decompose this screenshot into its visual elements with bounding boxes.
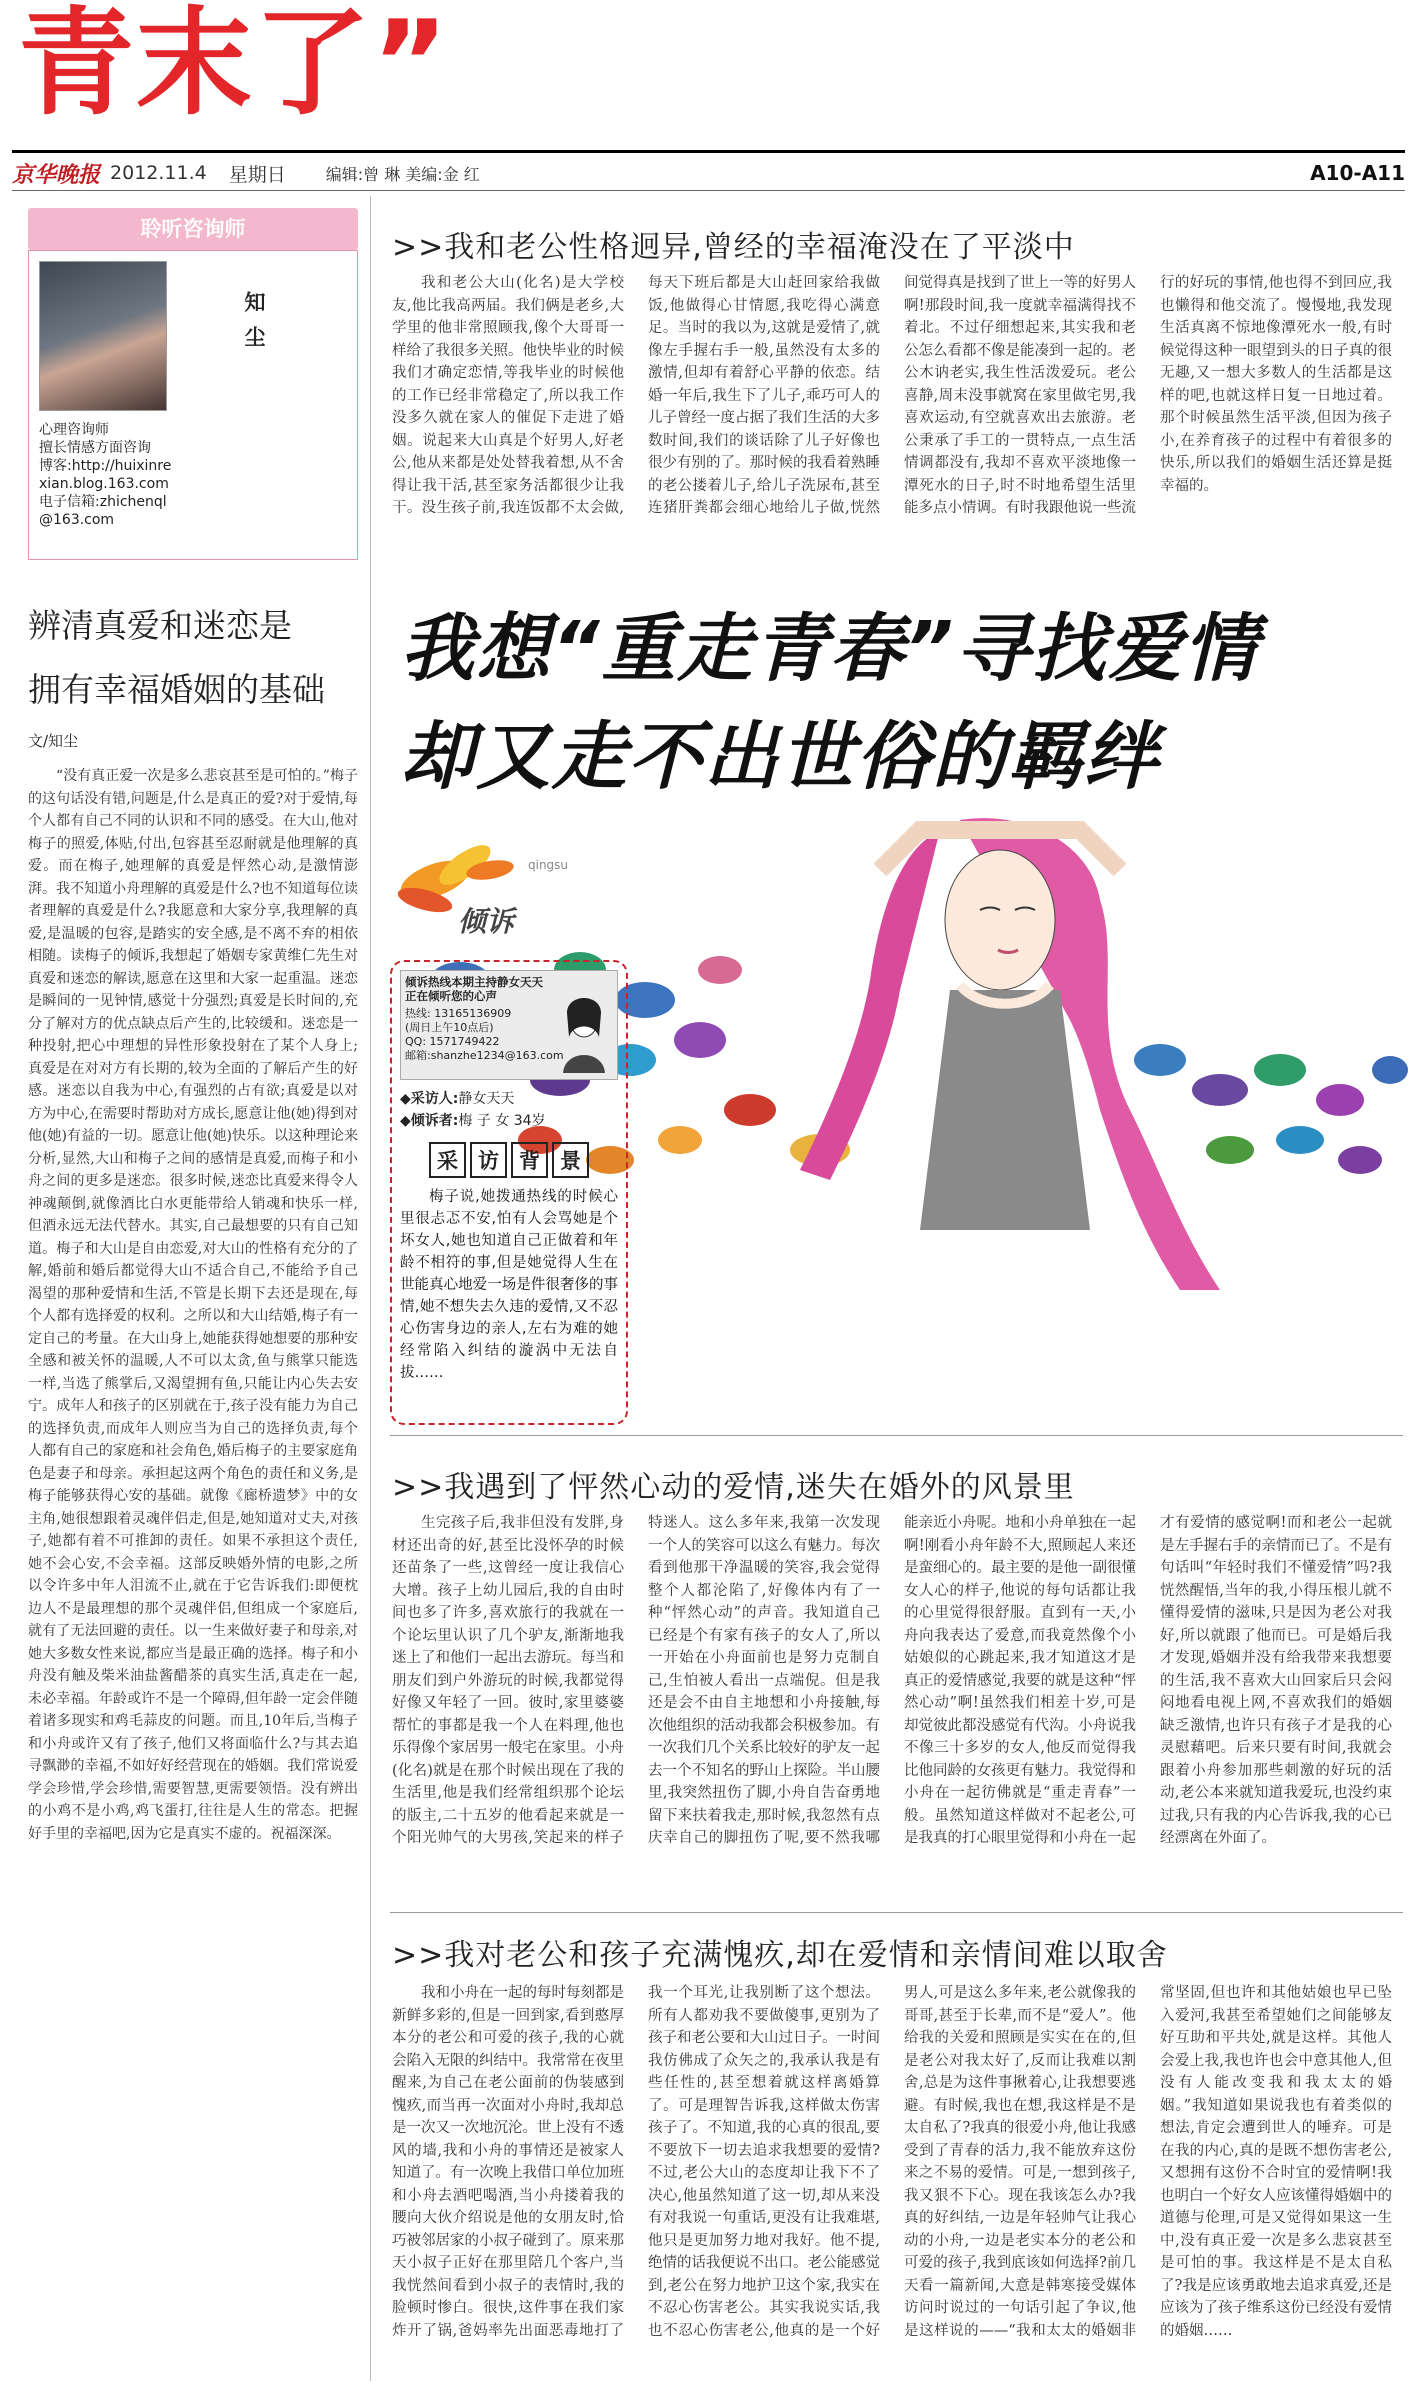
headline-line: 我想“重走青春”寻找爱情 <box>400 606 1260 692</box>
main-headline <box>400 595 1259 811</box>
header-rule <box>12 150 1405 153</box>
bio-line: xian.blog.163.com <box>39 476 169 492</box>
consultant-bio <box>39 421 347 529</box>
qq-label: QQ: <box>405 1035 427 1048</box>
header-info-bar <box>12 160 1405 186</box>
interview-background-text: 梅子说,她拨通热线的时候心里很忐忑不安,怕有人会骂她是个坏女人,她也知道自己正做着和年龄不相符的事,但是她觉得人生在世能真心地爱一场是件很奢侈的事情,她不想失去久违的爱情,又不忍心伤害身边的亲人,左右为难的她经常陷入纠结的漩涡中无法自拔…… <box>400 1189 618 1381</box>
tag-char: 背 <box>511 1142 548 1178</box>
headline-line: 却又走不出世俗的羁绊 <box>400 714 1160 800</box>
section-divider <box>390 1435 1403 1436</box>
interviewer-label: ◆采访人: <box>400 1091 459 1107</box>
issue-date: 2012.11.4 <box>110 162 207 184</box>
hotline-phone-note: (周日上午10点后) <box>405 1021 494 1034</box>
page-title: 青末了” <box>18 0 451 131</box>
phone-label: 热线: <box>405 1007 431 1020</box>
hotline-card <box>400 970 618 1080</box>
consultant-banner: 聆听咨询师 <box>28 208 358 250</box>
section-heading-3: >>我对老公和孩子充满愧疚,却在爱情和亲情间难以取舍 <box>392 1938 1168 1973</box>
section-body-1 <box>392 272 1392 582</box>
sidebar-title-line: 辨清真爱和迷恋是 <box>28 606 292 645</box>
sidebar-byline: 文/知尘 <box>28 732 79 750</box>
sidebar-title-line: 拥有幸福婚姻的基础 <box>28 670 325 709</box>
interviewer-line <box>400 1088 618 1110</box>
bio-line: 博客:http://huixinre <box>39 458 172 474</box>
bio-line: @163.com <box>39 512 115 528</box>
hotline-card-subtitle: 正在倾听您的心声 <box>405 989 497 1003</box>
tag-char: 采 <box>429 1142 466 1178</box>
qingsu-pinyin: qingsu <box>528 858 569 872</box>
interviewer-name: 静女天天 <box>458 1091 515 1107</box>
consultant-photo <box>39 261 167 411</box>
page-number: A10-A11 <box>1310 161 1405 185</box>
sidebar-column <box>28 208 358 2365</box>
hotline-card-title: 倾诉热线本期主持静女天天 <box>405 975 543 989</box>
bio-line: 心理咨询师 <box>39 422 109 438</box>
narrator-line <box>400 1110 618 1132</box>
phone-number: 13165136909 <box>434 1007 512 1020</box>
butterflies-right <box>1134 1044 1408 1174</box>
consultant-name: 知尘 <box>242 291 266 361</box>
editor-credit: 编辑:曾 琳 美编:金 红 <box>325 164 480 184</box>
qingsu-label: 倾诉 <box>458 905 515 938</box>
bio-line: 擅长情感方面咨询 <box>39 440 151 456</box>
bio-line: 电子信箱:zhichenql <box>39 494 167 510</box>
section-divider <box>390 1912 1403 1913</box>
column-divider <box>370 196 371 2381</box>
interview-background-tag <box>400 1142 618 1178</box>
section-body-3 <box>392 1982 1392 2377</box>
narrator-info: 梅 子 女 34岁 <box>458 1113 546 1129</box>
tag-char: 景 <box>552 1142 589 1178</box>
qq-number: 1571749422 <box>429 1035 500 1048</box>
hotline-box <box>390 960 628 1425</box>
interview-meta <box>400 1088 618 1132</box>
paper-logo: 京华晚报 <box>12 161 101 188</box>
section-body-2 <box>392 1512 1392 1902</box>
sidebar-article-body: “没有真正爱一次是多么悲哀甚至是可怕的。”梅子的这句话没有错,问题是,什么是真正的爱?对于爱情,每个人都有自己不同的认识和不同的感受。在大山,他对梅子的照爱,体贴,付出,包容甚至忍耐就是他理解的真爱。而在梅子,她理解的真爱是怦然心动,是激情澎湃。我不知道小舟理解的真爱是什么?也不知道每位读者理解的真爱是什么?我愿意和大家分享,我理解的真爱,是温暖的包容,是踏实的安全感,是不离不弃的相依相随。读梅子的倾诉,我想起了婚姻专家黄维仁先生对真爱和迷恋的解读,愿意在这里和大家一起重温。迷恋是瞬间的一见钟情,感觉十分强烈;真爱是长时间的,充分了解对方的优点缺点后产生的,比较缓和。迷恋是一种投射,把心中理想的异性形象投射在了某个人身上;真爱是在对对方有长期的,较为全面的了解后产生的好感。迷恋以自我为中心,有强烈的占有欲;真爱是以对方为中心,在需要时帮助对方成长,愿意让他(她)得到对他(她)有益的一切。愿意让他(她)快乐。以这种理论来分析,显然,大山和梅子之间的感情是真爱,而梅子和小舟之间的更多是迷恋。很多时候,迷恋比真爱来得令人神魂颠倒,就像酒比白水更能带给人销魂和快乐一样,但酒永远无法代替水。其实,自己最想要的只有自己知道。梅子和大山是自由恋爱,对大山的性格有充分的了解,婚前和婚后都觉得大山不适合自己,不能给予自己渴望的那种爱情和生活,不管是长期下去还是现在,每个人都有选择爱的权利。之所以和大山结婚,梅子有一定自己的考量。在大山身上,她能获得她想要的那种安全感和被关怀的温暖,人不可以太贪,鱼与熊掌只能选一样,当选了熊掌后,又渴望拥有鱼,只能让内心失去安宁。成年人和孩子的区别就在于,孩子没有能力为自己的选择负责,而成年人则应当为自己的选择负责,每个人都有自己的家庭和社会角色,婚后梅子的主要家庭角色是妻子和母亲。承担起这两个角色的责任和义务,是梅子能够获得心安的基础。就像《廊桥遗梦》中的女主角,她很想跟着灵魂伴侣走,但是,她知道对丈夫,对孩子,她都有着不可推卸的责任。如果不承担这个责任,她不会心安,不会幸福。这部反映婚外情的电影,之所以令许多中年人泪流不止,就在于它告诉我们:即便枕边人不是最理想的那个灵魂伴侣,但组成一个家庭后,就有了无法回避的责任。以一生来做好妻子和母亲,对她大多数女性来说,都应当是最正确的选择。梅子和小舟没有触及柴米油盐酱醋茶的真实生活,真走在一起,未必幸福。年龄或许不是一个障碍,但年龄一定会伴随着诸多现实和鸡毛蒜皮的问题。而且,10年后,当梅子和小舟或许又有了孩子,他们又将面临什么?与其去追寻飘渺的幸福,不如好好经营现在的婚姻。我们常说爱学会珍惜,学会珍惜,需要智慧,更需要领悟。没有辨出的小鸡不是小鸡,鸡飞蛋打,往往是人生的常态。把握好手里的幸福吧,因为它是真实不虚的。祝福深深。 <box>28 768 358 1842</box>
paragraph: 我和老公大山(化名)是大学校友,他比我高两届。我们俩是老乡,大学里的他非常照顾我,像个大哥哥一样给了我很多关照。他快毕业的时候我们才确定恋情,等我毕业的时候他的工作已经非常稳定了,所以我工作没多久就在家人的催促下走进了婚姻。说起来大山真是个好男人,好老公,他从来都是处处替我着想,从不舍得让我干活,甚至家务活都很少让我干。没生孩子前,我连饭都不太会做,每天下班后都是大山赶回家给我做饭,他做得心甘情愿,我吃得心满意足。当时的我以为,这就是爱情了,就像左手握右手一般,虽然没有太多的激情,但却有着舒心平静的依恋。结婚一年后,我生下了儿子,乖巧可人的儿子曾经一度占据了我们生活的大多数时间,我们的谈话除了儿子好像也很少有别的了。那时候的我看着熟睡的老公搂着儿子,给儿子洗尿布,甚至连猪肝粪都会细心地给儿子做,恍然间觉得真是找到了世上一等的好男人啊!那段时间,我一度就幸福满得找不着北。不过仔细想起来,其实我和老公怎么看都不像是能凑到一起的。老公木讷老实,我生性活泼爱玩。老公喜静,周末没事就窝在家里做宅男,我喜欢运动,有空就喜欢出去旅游。老公秉承了手工的一贯特点,一点生活情调都没有,我却不喜欢平淡地像一潭死水的日子,时不时地希望生活里能多点小情调。有时我跟他说一些流行的好玩的事情,他也得不到回应,我也懒得和他交流了。慢慢地,我发现生活真离不惊地像潭死水一般,有时候觉得这种一眼望到头的日子真的很无趣,又一想大多数人的生活都是这样的吧,也就这样日复一日地过着。那个时候虽然生活平淡,但因为孩子小,在养育孩子的过程中有着很多的快乐,所以我们的婚姻生活还算是挺幸福的。 <box>392 275 1392 516</box>
narrator-label: ◆倾诉者: <box>400 1113 459 1129</box>
host-portrait-icon <box>555 993 613 1073</box>
header-rule-thin <box>12 190 1405 191</box>
sidebar-article-title <box>28 594 358 722</box>
paragraph: 生完孩子后,我非但没有发胖,身材还出奇的好,甚至比没怀孕的时候还苗条了一些,这曾经一度让我信心大增。孩子上幼儿园后,我的自由时间也多了许多,喜欢旅行的我就在一个论坛里认识了几个驴友,渐渐地我迷上了和他们一起出去游玩。每当和朋友们到户外游玩的时候,我都觉得好像又年轻了一回。彼时,家里婆婆帮忙的事都是我一个人在料理,他也乐得像个家居男一般宅在家里。小舟(化名)就是在那个时候出现在了我的生活里,他是我们经常组织那个论坛的版主,二十五岁的他看起来就是一个阳光帅气的大男孩,笑起来的样子特迷人。这么多年来,我第一次发现一个人的笑容可以这么有魅力。每次看到他那干净温暖的笑容,我会觉得整个人都沦陷了,好像体内有了一种“怦然心动”的声音。我知道自己已经是个有家有孩子的女人了,所以一开始在小舟面前也是努力克制自己,生怕被人看出一点端倪。但是我还是会不由自主地想和小舟接触,每次他组织的活动我都会积极参加。有一次我们几个关系比较好的驴友一起去一个不知名的野山上探险。半山腰里,我突然扭伤了脚,小舟自告奋勇地留下来扶着我走,那时候,我忽然有点庆幸自己的脚扭伤了呢,要不然我哪能亲近小舟呢。地和小舟单独在一起啊!刚看小舟年龄不大,照顾起人来还是蛮细心的。最主要的是他一副很懂女人心的样子,他说的每句话都让我的心里觉得很舒服。直到有一天,小舟向我表达了爱意,而我竟然像个小姑娘似的心跳起来,我才知道这才是真正的爱情感觉,我要的就是这种“怦然心动”啊!虽然我们相差十岁,可是却觉彼此都没感觉有代沟。小舟说我不像三十多岁的女人,他反而觉得我比他同龄的女孩更有魅力。我觉得和小舟在一起彷佛就是“重走青春”一般。虽然知道这样做对不起老公,可是我真的打心眼里觉得和小舟在一起才有爱情的感觉啊!而和老公一起就是左手握右手的亲情而已了。不是有句话叫“年轻时我们不懂爱情”吗?我恍然醒悟,当年的我,小得压根儿就不懂得爱情的滋味,只是因为老公对我好,所以就跟了他而已。可是婚后我才发现,婚姻并没有给我带来我想要的生活,我不喜欢大山回家后只会闷闷地看电视上网,不喜欢我们的婚姻缺乏激情,也许只有孩子才是我的心灵慰藉吧。后来只要有时间,我就会跟着小舟参加那些刺激的好玩的活动,老公本来就知道我爱玩,也没约束过我,只有我的内心告诉我,我的心已经漂离在外面了。 <box>392 1515 1392 1846</box>
tag-char: 访 <box>470 1142 507 1178</box>
section-heading-1: >>我和老公性格迥异,曾经的幸福淹没在了平淡中 <box>392 230 1075 265</box>
section-heading-2: >>我遇到了怦然心动的爱情,迷失在婚外的风景里 <box>392 1470 1075 1505</box>
paragraph: 我和小舟在一起的每时每刻都是新鲜多彩的,但是一回到家,看到憨厚本分的老公和可爱的孩子,我的心就会陷入无限的纠结中。我常常在夜里醒来,为自己在老公面前的伪装感到愧疚,而当再一次面对小舟时,我却总是一次又一次地沉沦。世上没有不透风的墙,我和小舟的事情还是被家人知道了。有一次晚上我借口单位加班和小舟去酒吧喝酒,当小舟搂着我的腰向大伙介绍说是他的女朋友时,恰巧被邻居家的小叔子碰到了。原来那天小叔子正好在那里陪几个客户,当我恍然间看到小叔子的表情时,我的脸顿时惨白。很快,这件事在我们家炸开了锅,爸妈率先出面恶毒地打了我一个耳光,让我别断了这个想法。所有人都劝我不要做傻事,更别为了孩子和老公要和大山过日子。一时间我仿佛成了众矢之的,我承认我是有些任性的,甚至想着就这样离婚算了。可是理智告诉我,这样做太伤害孩子了。不知道,我的心真的很乱,要不要放下一切去追求我想要的爱情?不过,老公大山的态度却让我下不了决心,他虽然知道了这一切,却从来没有对我说一句重话,更没有让我难堪,他只是更加努力地对我好。他不提,绝情的话我便说不出口。老公能感觉到,老公在努力地护卫这个家,我实在不忍心伤害老公。其实我说实话,我也不忍心伤害老公,他真的是一个好男人,可是这么多年来,老公就像我的哥哥,甚至于长辈,而不是“爱人”。他给我的关爱和照顾是实实在在的,但是老公对我太好了,反而让我难以割舍,总是为这件事揪着心,让我想要逃避。有时候,我也在想,我这样是不是太自私了?我真的很爱小舟,他让我感受到了青春的活力,我不能放弃这份来之不易的爱情。可是,一想到孩子,我又狠不下心。现在我该怎么办?我真的好纠结,一边是年轻帅气让我心动的小舟,一边是老实本分的老公和可爱的孩子,我到底该如何选择?前几天看一篇新闻,大意是韩寒接受媒体访问时说过的一句话引起了争议,他是这样说的——“我和太太的婚姻非常坚固,但也许和其他姑娘也早已坠入爱河,我甚至希望她们之间能够友好互助和平共处,就是这样。其他人会爱上我,我也许也会中意其他人,但没有人能改变我和我太太的婚姻。”我知道如果说我也有着类似的想法,肯定会遭到世人的唾弃。可是在我的内心,真的是既不想伤害老公,又想拥有这份不合时宜的爱情啊!我也明白一个好女人应该懂得婚姻中的道德与伦理,可是又觉得如果这一生中,没有真正爱一次是多么悲哀甚至是可怕的事。我这样是不是太自私了?我是应该勇敢地去追求真爱,还是应该为了孩子维系这份已经没有爱情的婚姻…… <box>392 1985 1392 2339</box>
mail-address: shanzhe1234@163.com <box>430 1049 564 1062</box>
issue-weekday: 星期日 <box>228 163 286 186</box>
mail-label: 邮箱: <box>405 1049 431 1062</box>
consultant-box <box>28 250 358 560</box>
